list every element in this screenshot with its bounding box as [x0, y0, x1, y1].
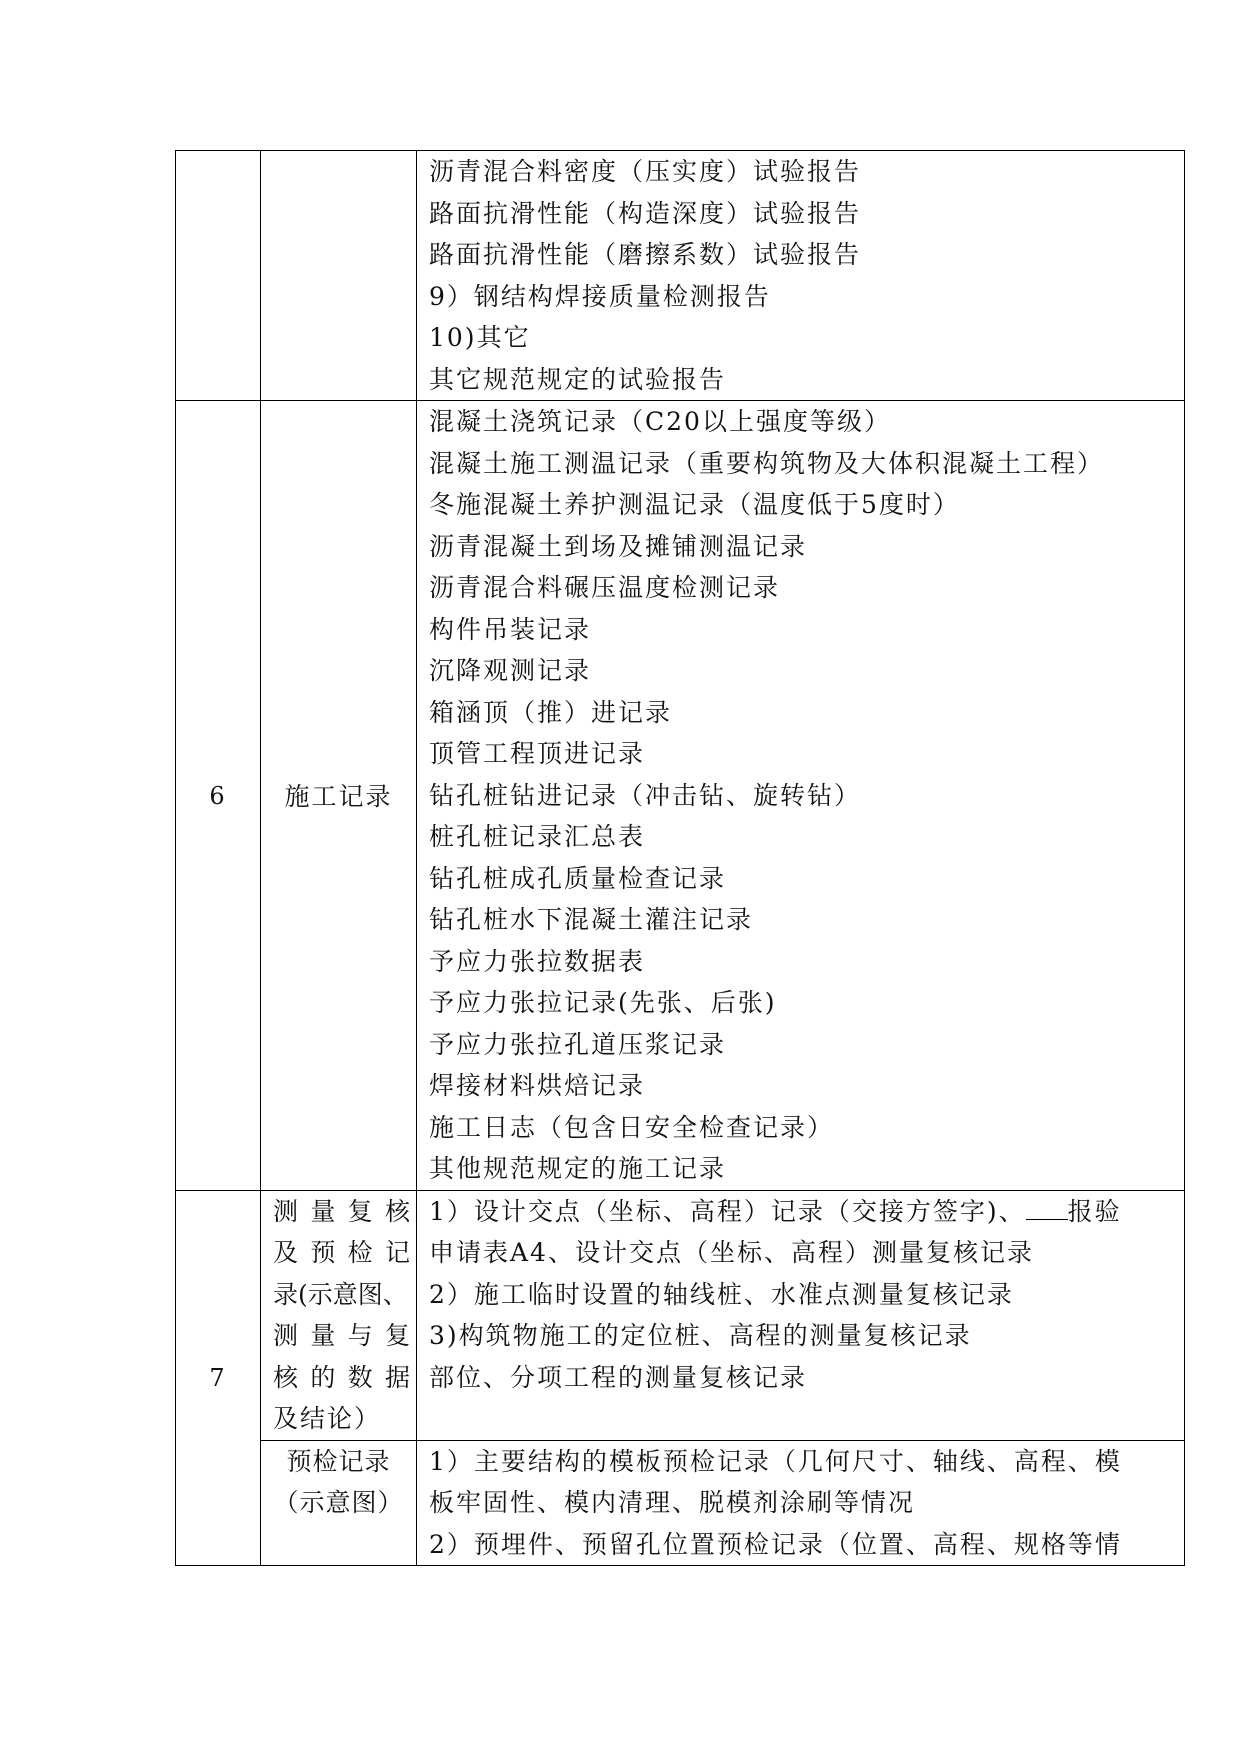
list-item: 焊接材料烘焙记录: [429, 1071, 646, 1100]
table-row: [176, 1440, 1185, 1566]
list-item: 其它规范规定的试验报告: [429, 364, 727, 394]
row-number-cell: 7: [176, 1190, 261, 1566]
blank-underline: [1026, 1193, 1068, 1220]
category-label: 测量复核: [273, 1196, 412, 1226]
list-item: 路面抗滑性能（磨擦系数）试验报告: [429, 240, 862, 269]
list-item: 予应力张拉孔道压浆记录: [429, 1029, 727, 1059]
category-label: （示意图）: [273, 1488, 404, 1517]
content-cell: [417, 151, 1185, 401]
list-item: 沥青混凝土到场及摊铺测温记录: [429, 531, 808, 561]
category-cell: 施工记录: [261, 401, 417, 1191]
list-item: 冬施混凝土养护测温记录（温度低于5度时）: [429, 490, 960, 519]
list-item: 钻孔桩水下混凝土灌注记录: [429, 905, 754, 934]
content-cell: [417, 1190, 1185, 1440]
list-item: 沥青混合料密度（压实度）试验报告: [429, 157, 862, 186]
list-item: 混凝土浇筑记录（C20以上强度等级）: [429, 407, 891, 436]
list-item: 10)其它: [429, 323, 531, 352]
list-item: 申请表A4、设计交点（坐标、高程）测量复核记录: [429, 1238, 1034, 1267]
category-cell: [261, 1190, 417, 1440]
content-cell: [417, 401, 1185, 1191]
content-cell: [417, 1440, 1185, 1566]
list-item: 钻孔桩钻进记录（冲击钻、旋转钻）: [429, 780, 862, 810]
list-item: 构件吊装记录: [429, 614, 592, 644]
list-item: 沉降观测记录: [429, 656, 592, 685]
category-cell: [261, 1440, 417, 1566]
list-item: 板牢固性、模内清理、脱模剂涂刷等情况: [429, 1488, 916, 1517]
list-item: 混凝土施工测温记录（重要构筑物及大体积混凝土工程）: [429, 448, 1105, 478]
list-item: 1）设计交点（坐标、高程）记录（交接方签字)、 报验: [429, 1191, 1176, 1233]
table-row: [176, 1190, 1185, 1440]
table-row: [176, 401, 1185, 1191]
category-label: 录(示意图、: [273, 1279, 408, 1309]
list-item: 9）钢结构焊接质量检测报告: [429, 281, 771, 311]
row-number-cell: [176, 151, 261, 401]
list-item: 沥青混合料碾压温度检测记录: [429, 573, 781, 602]
category-label: 及预检记: [273, 1238, 412, 1267]
list-item: [429, 1398, 1176, 1440]
category-label: 测量与复: [273, 1321, 412, 1350]
list-item: 3)构筑物施工的定位桩、高程的测量复核记录: [429, 1321, 972, 1350]
list-item: 钻孔桩成孔质量检查记录: [429, 863, 727, 893]
list-item: 施工日志（包含日安全检查记录）: [429, 1112, 835, 1142]
list-item: 路面抗滑性能（构造深度）试验报告: [429, 198, 862, 228]
list-item: 予应力张拉数据表: [429, 946, 646, 976]
list-item: 1）主要结构的模板预检记录（几何尺寸、轴线、高程、模: [429, 1446, 1122, 1476]
list-item: 2）施工临时设置的轴线桩、水准点测量复核记录: [429, 1279, 1014, 1309]
list-item: 箱涵顶（推）进记录: [429, 697, 673, 727]
list-item: 顶管工程顶进记录: [429, 739, 646, 768]
category-label: 核的数据: [273, 1362, 412, 1392]
list-item: 桩孔桩记录汇总表: [429, 822, 646, 851]
category-cell: [261, 151, 417, 401]
list-item: 2）预埋件、预留孔位置预检记录（位置、高程、规格等情: [429, 1529, 1122, 1559]
list-item: 予应力张拉记录(先张、后张): [429, 988, 777, 1017]
records-table: [175, 150, 1185, 1566]
list-item: 其他规范规定的施工记录: [429, 1154, 727, 1183]
table-row: [176, 151, 1185, 401]
category-label: 预检记录: [286, 1446, 391, 1476]
row-number-cell: 6: [176, 401, 261, 1191]
list-item: 部位、分项工程的测量复核记录: [429, 1362, 808, 1392]
category-label: 及结论）: [273, 1404, 382, 1433]
